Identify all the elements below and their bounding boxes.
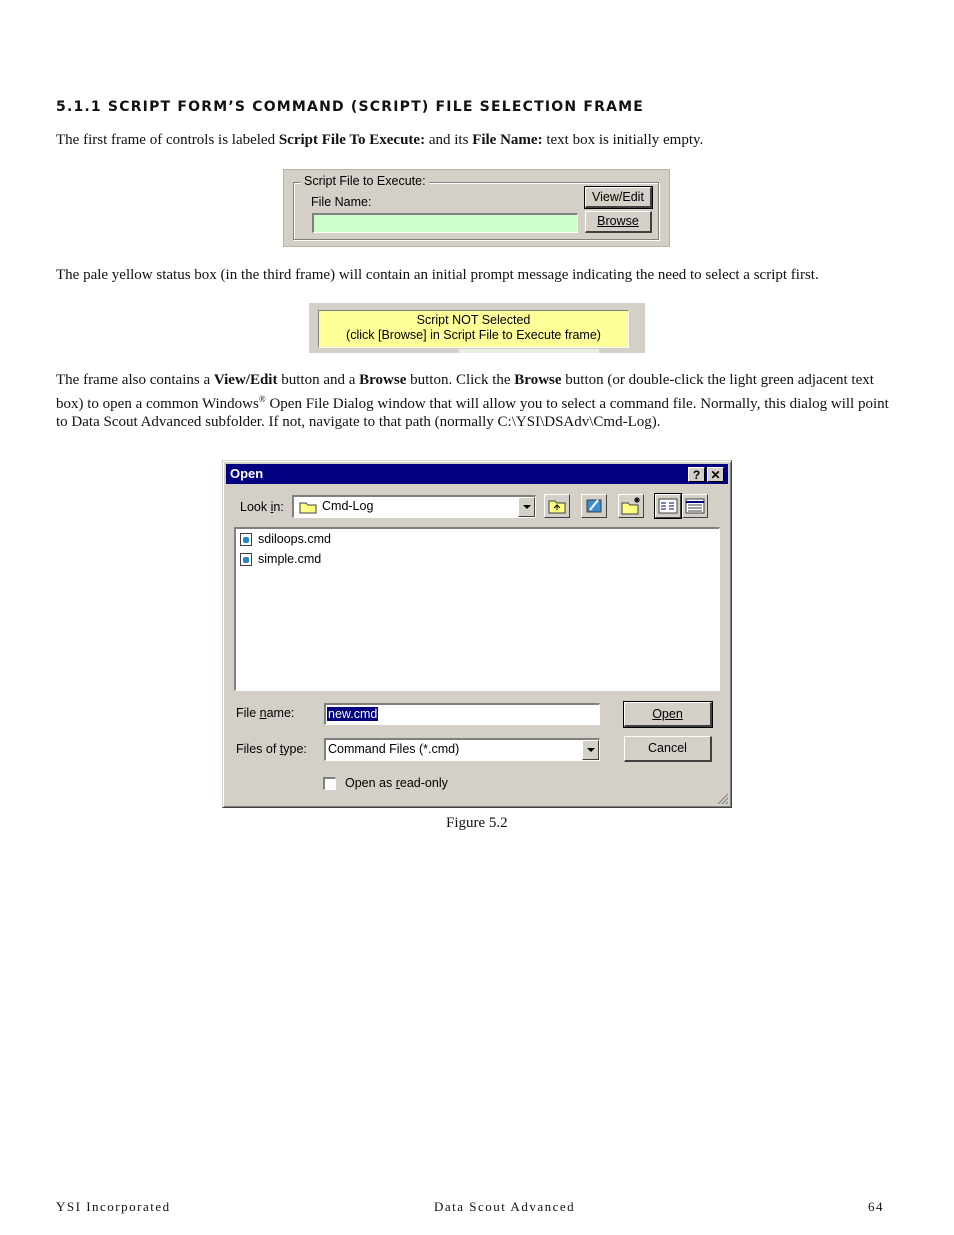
cmd-file-icon [240, 533, 252, 546]
dialog-titlebar [226, 464, 728, 484]
desktop-button[interactable] [581, 494, 607, 518]
file-name-value: new.cmd [328, 707, 378, 721]
files-of-type-dropdown-arrow[interactable] [582, 740, 599, 760]
cancel-button[interactable]: Cancel [624, 736, 712, 762]
up-one-level-button[interactable] [544, 494, 570, 518]
desktop-icon [582, 495, 606, 517]
section-heading: 5.1.1 SCRIPT FORM’S COMMAND (SCRIPT) FILE SELECTION FRAME [56, 99, 644, 115]
files-of-type-select[interactable] [324, 738, 600, 761]
dialog-title: Open [230, 466, 264, 481]
look-in-value: Cmd-Log [322, 499, 374, 513]
script-file-name-input[interactable] [312, 213, 578, 233]
help-button[interactable]: ? [688, 467, 705, 482]
folder-icon [299, 500, 317, 514]
open-dialog [222, 460, 732, 808]
details-view-button[interactable] [682, 494, 708, 518]
look-in-dropdown-arrow[interactable] [518, 497, 535, 517]
status-frame-strip [459, 349, 599, 353]
look-in-select[interactable] [292, 495, 536, 518]
intro-paragraph: The first frame of controls is labeled Script File To Execute: and its File Name: text box is initially empty. [56, 132, 704, 148]
browse-button-label: Browse [597, 214, 639, 228]
details-view-icon [683, 495, 707, 517]
file-name-label: File name: [236, 706, 295, 720]
footer-center: Data Scout Advanced [434, 1199, 576, 1214]
script-file-frame [283, 169, 670, 247]
status-paragraph: The pale yellow status box (in the third frame) will contain an initial prompt message indicating the need to select a script first. [56, 267, 819, 283]
file-list[interactable] [234, 527, 720, 691]
browse-paragraph: The frame also contains a View/Edit button and a Browse button. Click the Browse button (or double-click the light green adjacent text box) to open a common Windows® Open File Dialog window that will allow you to select a command file. Normally, this dialog will point to Data Scout Advanced subfolder. If not, navigate to that path (normally C:\YSI\DSAdv\Cmd-Log). [56, 372, 889, 430]
file-list-item-name: simple.cmd [258, 552, 322, 566]
list-view-button[interactable] [655, 494, 681, 518]
status-frame [309, 303, 645, 353]
files-of-type-value: Command Files (*.cmd) [328, 742, 460, 756]
new-folder-icon [619, 495, 643, 517]
browse-button[interactable] [585, 211, 652, 233]
open-button[interactable] [624, 702, 712, 727]
footer-left: YSI Incorporated [56, 1199, 171, 1214]
status-line-1: Script NOT Selected [416, 313, 531, 327]
new-folder-button[interactable] [618, 494, 644, 518]
file-name-label: File Name: [311, 195, 372, 209]
status-line-2: (click [Browse] in Script File to Execute frame) [346, 328, 601, 342]
page-number: 64 [868, 1199, 884, 1214]
figure-caption: Figure 5.2 [446, 815, 508, 831]
close-button[interactable]: ✕ [707, 467, 724, 482]
open-button-label: Open [652, 707, 683, 721]
read-only-label: Open as read-only [345, 776, 448, 790]
view-edit-button[interactable]: View/Edit [585, 187, 652, 208]
resize-grip-icon[interactable] [716, 792, 728, 804]
cmd-file-icon [240, 553, 252, 566]
script-file-legend: Script File to Execute: [301, 174, 429, 188]
up-folder-icon [545, 495, 569, 517]
list-view-icon [656, 495, 680, 517]
read-only-checkbox[interactable] [323, 777, 336, 790]
look-in-label: Look in: [240, 500, 284, 514]
file-list-item-name: sdiloops.cmd [258, 532, 331, 546]
file-name-input[interactable] [324, 703, 600, 725]
status-box [318, 310, 629, 348]
files-of-type-label: Files of type: [236, 742, 307, 756]
